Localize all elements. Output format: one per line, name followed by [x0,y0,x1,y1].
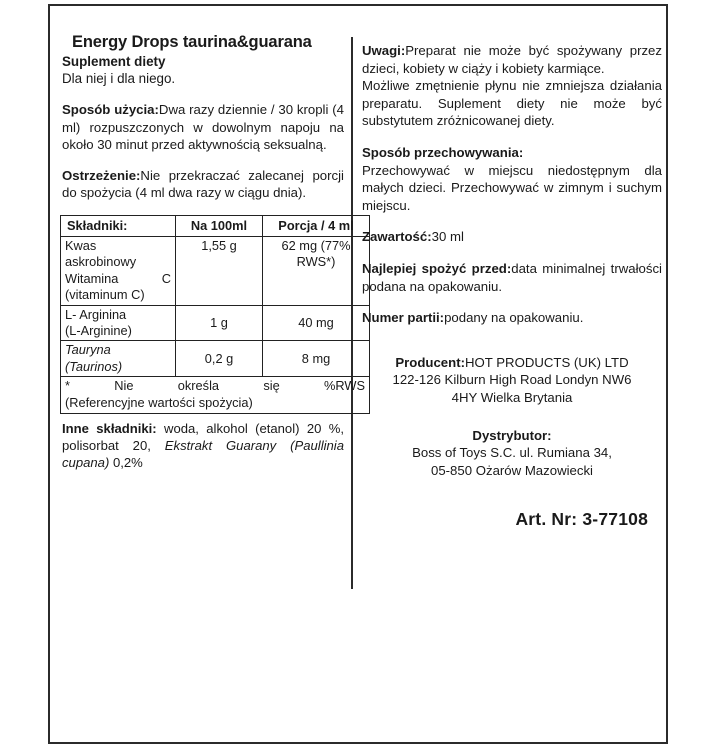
header-ingredients: Składniki: [61,215,176,236]
warning-text: Nie przekraczać zalecanej porcji do spożycia (4 ml dwa razy w ciągu dnia). [62,167,344,200]
distributor-address-line-2: 05-850 Ożarów Mazowiecki [431,462,593,478]
footnote-line-1: * Nie określa się %RWS [65,378,365,394]
best-before-block [362,260,662,295]
ingredient-name-line: Witamina C [65,270,171,286]
batch-block [362,309,662,327]
producer-address-line-2: 4HY Wielka Brytania [451,389,573,405]
storage-heading: Sposób przechowywania: [362,144,524,160]
ingredient-name-line: Tauryna [65,342,111,358]
table-row [61,305,370,341]
value-per-serving: 62 mg (77% RWS*) [263,236,370,305]
content-block [362,228,662,246]
nutrition-table [60,215,370,414]
content-heading: Zawartość: [362,229,432,245]
usage-text: Dwa razy dziennie / 30 kropli (4 ml) rozpuszczonych w dowolnym napoju na około 30 minut przed aktywnością seksualną. [62,102,344,152]
table-header-row [61,215,370,236]
spacer [58,87,350,101]
ingredient-name-cell [61,305,176,341]
other-ingredients-block [62,420,344,471]
ingredient-name-cell [61,236,176,305]
spacer [362,341,662,354]
table-footnote [61,377,370,414]
batch-text: podany na opakowaniu. [444,310,584,326]
ingredient-name-line: askrobinowy [65,254,137,270]
other-ingredients-text-after: 0,2% [109,454,143,470]
producer-line [362,354,662,372]
batch-heading: Numer partii: [362,310,445,326]
value-per-100ml: 0,2 g [176,341,263,377]
header-per-100ml: Na 100ml [176,215,263,236]
table-row [61,236,370,305]
table-footnote-row [61,377,370,414]
other-ingredients-italic: Ekstrakt Guarany (Paullinia cupana) [62,437,344,470]
warning-heading: Ostrzeżenie: [62,167,141,183]
notes-heading: Uwagi: [362,43,406,58]
product-label-frame [48,4,668,744]
product-subtitle: Suplement diety [62,54,166,69]
value-per-serving: 8 mg [263,341,370,377]
ingredient-name-line: (vitaminum C) [65,287,145,303]
right-column [362,42,662,530]
article-number: Art. Nr: 3-77108 [515,509,648,530]
value-per-100ml: 1 g [176,305,263,341]
content-value: 30 ml [431,229,464,245]
notes-text-1: Preparat nie może być spożywany przez dzieci, kobiety w ciąży i kobiety karmiące. [362,43,662,76]
ingredient-name-line: (Taurinos) [65,358,123,374]
best-before-heading: Najlepiej spożyć przed: [362,260,512,276]
storage-block [362,144,662,214]
ingredient-name-line: L- Arginina [65,306,127,322]
best-before-text: data minimalnej trwałości podana na opakowaniu. [362,260,662,294]
producer-name: HOT PRODUCTS (UK) LTD [464,354,629,370]
ingredient-name-line: Kwas [65,237,97,253]
usage-block [58,101,350,154]
distributor-address-line-1: Boss of Toys S.C. ul. Rumiana 34, [412,445,612,461]
value-per-100ml: 1,55 g [176,236,263,305]
label-columns [50,6,666,742]
header-per-serving: Porcja / 4 ml [263,215,370,236]
storage-text: Przechowywać w miejscu niedostępnym dla małych dzieci. Przechowywać w zimnym i suchym miejscu. [362,162,662,213]
product-title: Energy Drops taurina&guarana [72,33,312,51]
table-row [61,341,370,377]
distributor-heading: Dystrybutor: [472,427,552,443]
ingredient-name-cell [61,341,176,377]
spacer [362,407,662,427]
product-tagline: Dla niej i dla niego. [62,71,176,86]
producer-heading: Producent: [395,354,465,370]
producer-address-line-1: 122-126 Kilburn High Road Londyn NW6 [392,372,632,388]
warning-block [58,167,350,202]
left-column [58,32,365,471]
ingredient-name-line: (L-Arginine) [65,322,132,338]
other-ingredients-text-before: woda, alkohol (etanol) 20 %, polisorbat 20, [62,420,344,453]
footnote-line-2: (Referencyjne wartości spożycia) [65,394,253,410]
usage-heading: Sposób użycia: [62,102,159,117]
notes-block [362,42,662,130]
value-per-serving: 40 mg [263,305,370,341]
notes-text-2: Możliwe zmętnienie płynu nie zmniejsza działania preparatu. Suplement diety nie może być substytutem zróżnicowanej diety. [362,78,662,129]
other-ingredients-heading: Inne składniki: [62,420,157,436]
